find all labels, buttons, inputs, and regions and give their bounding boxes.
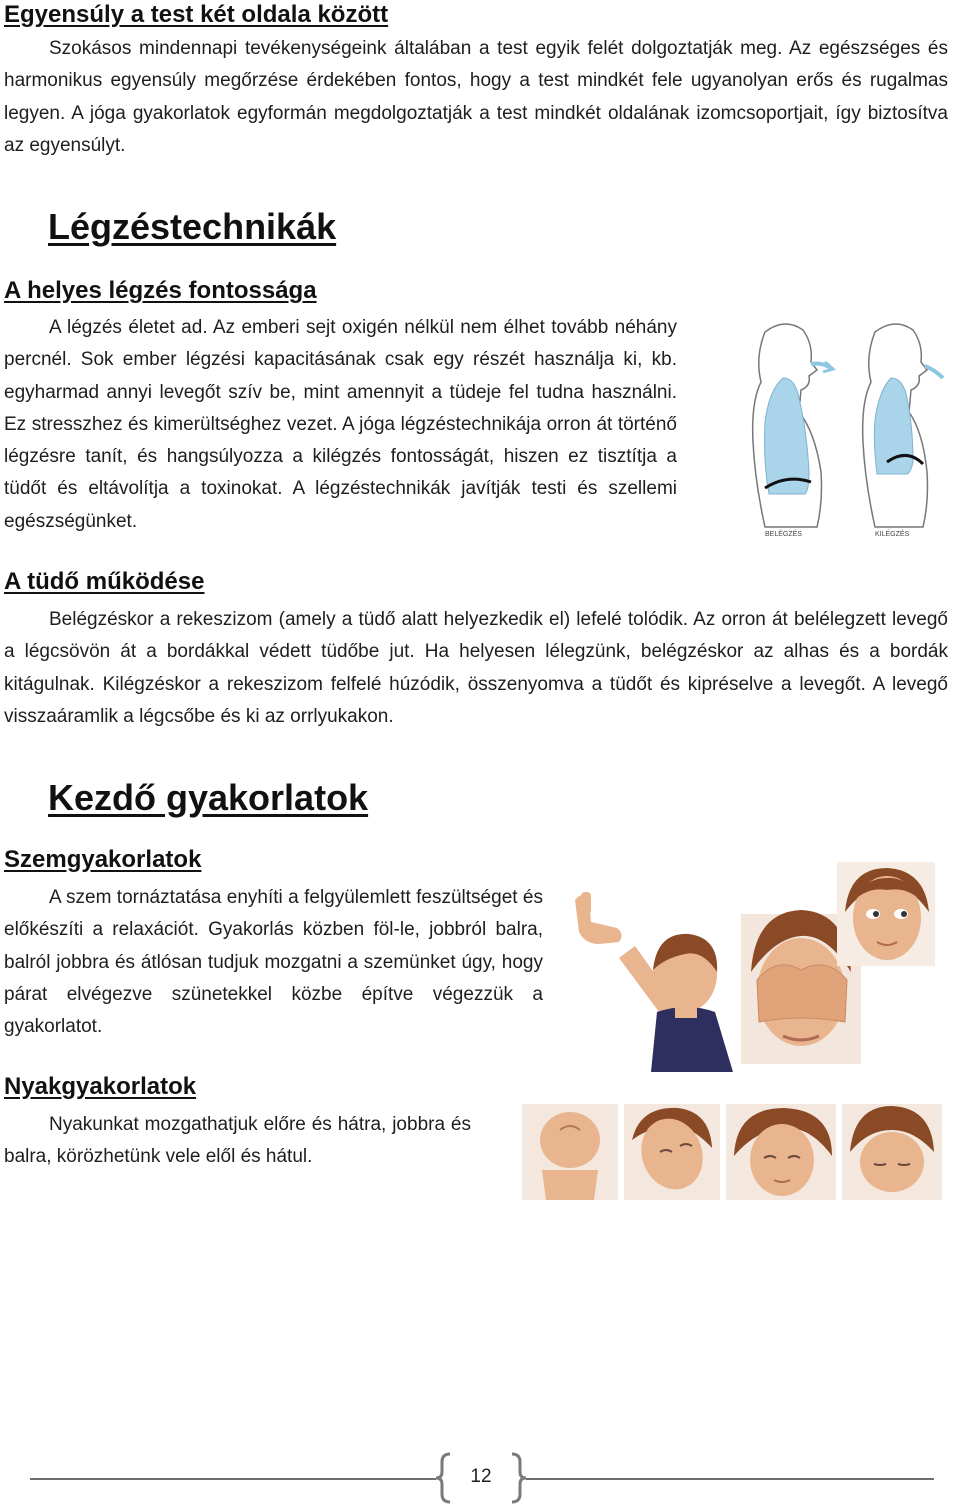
page-number: 12 <box>470 1466 492 1487</box>
chapter-title-beginner-exercises: Kezdő gyakorlatok <box>48 777 369 818</box>
neck-exercise-photos <box>520 1100 945 1202</box>
thumb-exercise-photo <box>575 892 733 1072</box>
paragraph-neck-exercises: Nyakunkat mozgathatjuk előre és hátra, jobbra és balra, körözhetünk vele elől és hátul. <box>4 1114 471 1168</box>
section-heading-neck-exercises: Nyakgyakorlatok <box>4 1073 197 1100</box>
neck-tilt-back-photo <box>522 1104 618 1200</box>
eye-rolling-photo <box>837 862 935 966</box>
paragraph-balance: Szokásos mindennapi tevékenységeink általában a test egyik felét dolgoztatják meg. Az egészséges és harmonikus egyensúly megőrzése érdekében fontos, hogy a test mindkét fele ugyanolyan erős és rugalmas legyen. A jóga gyakorlatok egyformán megdolgoztatják a test mindkét oldalának izomcsoportjait, így biztosítva az egyensúlyt. <box>4 38 948 156</box>
neck-forward-photo <box>842 1104 942 1200</box>
section-heading-balance: Egyensúly a test két oldala között <box>4 1 389 28</box>
exhale-label: KILÉGZÉS <box>875 531 910 538</box>
chapter-title-breathing: Légzéstechnikák <box>48 206 337 247</box>
paragraph-correct-breathing: A légzés életet ad. Az emberi sejt oxigén nélkül nem élhet tovább néhány percnél. Sok ember légzési kapacitásának csak egy részét használja ki, kb. egyharmad annyi levegőt szív be, mint amennyit a tüdeje fel tudna használni. Ez stresszhez és kimerültséghez vezet. A jóga légzéstechnikája orron át történő légzésre tanít, és hangsúlyozza a kilégzés fontosságát, hiszen ez tisztítja a tüdőt és eltávolítja a toxinokat. A légzéstechnikák javítják testi és szellemi egészségünket. <box>4 317 677 532</box>
paragraph-eye-exercises: A szem tornáztatása enyhíti a felgyülemlett feszültséget és előkészíti a relaxációt. Gyakorlás közben föl-le, jobbról balra, balról jobbra és átlósan tudjuk mozgatni a szemünket úgy, hogy párat elvégezve szünetekkel közbe építve végezzük a gyakorlatot. <box>4 887 543 1038</box>
eye-exercise-photos <box>565 862 950 1072</box>
section-heading-correct-breathing: A helyes légzés fontossága <box>4 277 317 304</box>
breathing-figure <box>725 312 955 542</box>
neck-turn-photo <box>726 1104 836 1200</box>
footer-rule-left <box>30 1478 436 1480</box>
paragraph-lung-function: Belégzéskor a rekeszizom (amely a tüdő alatt helyezkedik el) lefelé tolódik. Az orron át belélegzett levegő a légcsövön át a bordákkal védett tüdőbe jut. Ha helyesen lélegzünk, belégzéskor az alhas és a bordák kitágulnak. Kilégzéskor a rekeszizom felfelé húzódik, összenyomva a tüdőt és kipréselve a levegőt. A levegő visszaáramlik a légcsőbe és ki az orrlyukakon. <box>4 609 948 727</box>
section-heading-lung-function: A tüdő működése <box>4 568 205 595</box>
footer-rule-right <box>526 1478 934 1480</box>
inhale-label: BELÉGZÉS <box>765 531 802 538</box>
page-number-box <box>436 1452 526 1504</box>
inhale-silhouette <box>753 324 833 527</box>
section-heading-eye-exercises: Szemgyakorlatok <box>4 846 202 873</box>
neck-tilt-side-photo <box>624 1104 720 1200</box>
exhale-silhouette <box>863 324 943 527</box>
